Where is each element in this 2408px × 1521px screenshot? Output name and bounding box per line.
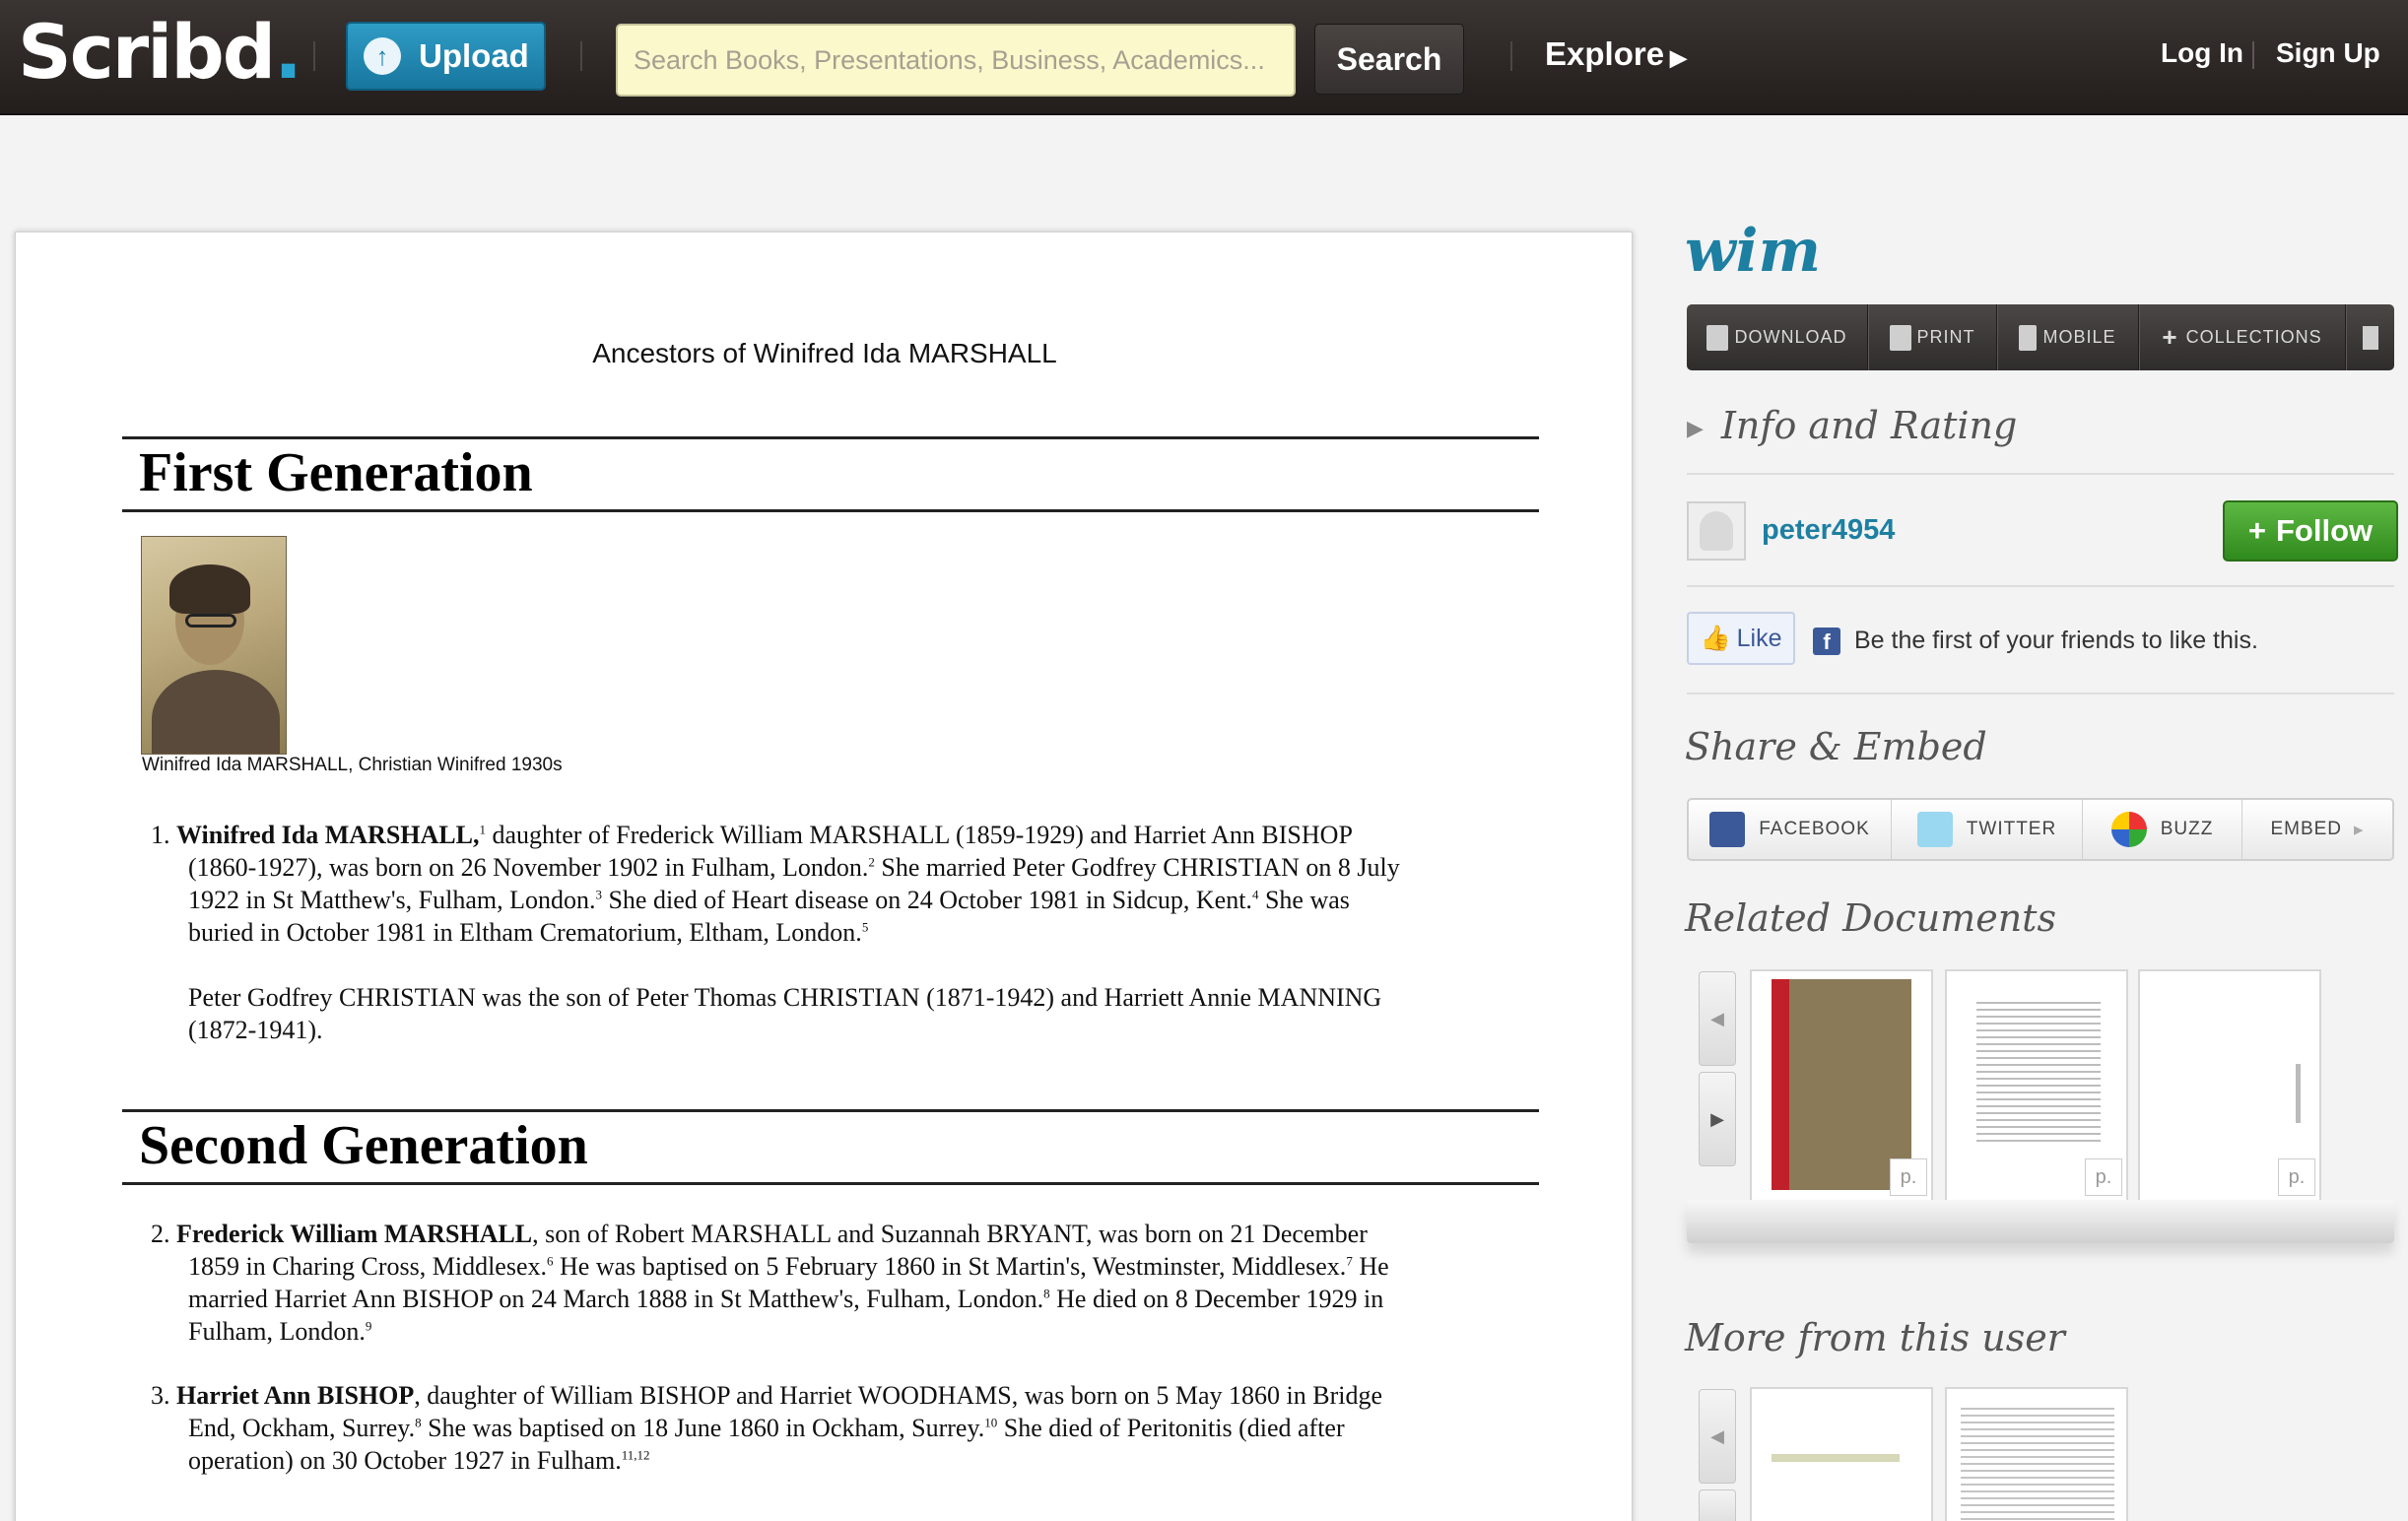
author-avatar[interactable]: [1687, 501, 1746, 561]
ancestor-entry-1: 1. Winifred Ida MARSHALL,$^1$ daughter of Frederick William MARSHALL (1859-1929) and Harriet Ann BISHOP (1860-1927), was born on 26 November 1902 in Fulham, London.$^2$ She married Peter Godfrey CHRISTIAN on 8 July 1922 in St Matthew's, Fulham, London.$^3$ She died of Heart disease on 24 October 1981 in Sidcup, Kent.$^4$ She was buried in October 1981 in Eltham Crematorium, Eltham, London.$^5$: [151, 821, 1400, 947]
heading-rule: [122, 1109, 1539, 1112]
divider: [1687, 585, 2394, 587]
divider: [313, 41, 315, 71]
share-bar: [1687, 798, 2394, 861]
carousel-next-button[interactable]: [1699, 1072, 1736, 1166]
facebook-icon: f: [1813, 628, 1840, 655]
flag-button[interactable]: [2346, 304, 2394, 370]
caret-right-icon: ▶: [1670, 45, 1687, 70]
plus-icon: +: [2247, 513, 2266, 548]
facebook-icon: [1709, 812, 1745, 847]
divider: [2252, 41, 2254, 69]
mobile-icon: [2019, 325, 2037, 351]
embed-button[interactable]: EMBED ▸: [2270, 819, 2365, 840]
document-page: [15, 231, 1633, 1521]
carousel-prev-button[interactable]: [1699, 971, 1736, 1066]
scribd-logo[interactable]: Scribd.: [18, 8, 301, 96]
collections-button[interactable]: + COLLECTIONS: [2139, 304, 2346, 370]
buzz-icon: [2111, 812, 2147, 847]
share-twitter-button[interactable]: TWITTER: [1892, 800, 2083, 859]
printer-icon: [1890, 325, 1911, 351]
share-buzz-button[interactable]: BUZZ: [2083, 800, 2242, 859]
chevron-right-icon: ▸: [2354, 819, 2365, 840]
top-navigation-bar: [0, 0, 2408, 115]
upload-arrow-icon: ↑: [364, 37, 401, 75]
mobile-button[interactable]: MOBILE: [1997, 304, 2139, 370]
document-title: Ancestors of Winifred Ida MARSHALL: [592, 338, 1057, 368]
divider: [1687, 473, 2394, 475]
related-document-thumbnail[interactable]: p.: [2138, 969, 2321, 1202]
thumbs-up-icon: 👍: [1700, 624, 1731, 652]
photo-caption: Winifred Ida MARSHALL, Christian Winifred 1930s: [142, 755, 563, 775]
divider: [580, 41, 582, 71]
download-icon: [1706, 325, 1728, 351]
related-shelf: [1687, 1200, 2394, 1243]
ancestor-entry-3: 3. Harriet Ann BISHOP, daughter of William BISHOP and Harriet WOODHAMS, was born on 5 May 1860 in Bridge End, Ockham, Surrey.$^8$ She was baptised on 18 June 1860 in Ockham, Surrey.$^{10}$ She died of Peritonitis (died after operation) on 30 October 1927 in Fulham.$^{11,12}$: [151, 1381, 1382, 1475]
facebook-like-button[interactable]: 👍 Like: [1687, 612, 1795, 665]
search-button[interactable]: Search: [1314, 24, 1464, 95]
twitter-icon: [1917, 812, 1953, 847]
ancestor-entry-2: 2. Frederick William MARSHALL, son of Robert MARSHALL and Suzannah BRYANT, was born on 21 December 1859 in Charing Cross, Middlesex.$^6$ He was baptised on 5 February 1860 in St Martin's, Westminster, Middlesex.$^7$ He married Harriet Ann BISHOP on 24 March 1888 in St Matthew's, Fulham, London.$^8$ He died on 8 December 1929 in Fulham, London.$^9$: [151, 1220, 1389, 1346]
info-and-rating-toggle[interactable]: ▶ Info and Rating: [1687, 404, 2018, 447]
caret-left-icon: ◀: [1710, 1008, 1724, 1028]
more-carousel-prev-button[interactable]: [1699, 1389, 1736, 1484]
user-document-thumbnail[interactable]: [1945, 1387, 2128, 1521]
author-link[interactable]: peter4954: [1762, 514, 1896, 546]
upload-button[interactable]: [346, 22, 546, 91]
uploader-name[interactable]: wim: [1685, 217, 1821, 286]
login-link[interactable]: Log In: [2161, 37, 2243, 68]
download-button[interactable]: DOWNLOAD: [1687, 304, 1868, 370]
document-toolbar: [1687, 304, 2394, 370]
user-document-thumbnail[interactable]: [1750, 1387, 1933, 1521]
like-social-text: Be the first of your friends to like this.: [1854, 627, 2258, 654]
heading-rule: [122, 1182, 1539, 1185]
divider: [1687, 693, 2394, 694]
print-button[interactable]: PRINT: [1868, 304, 1997, 370]
related-documents-title: Related Documents: [1685, 896, 2056, 940]
divider: [1510, 41, 1512, 71]
heading-rule: [122, 436, 1539, 439]
heading-rule: [122, 509, 1539, 512]
upload-label: Upload: [419, 37, 529, 74]
more-from-user-title: More from this user: [1685, 1316, 2065, 1359]
spouse-paragraph: Peter Godfrey CHRISTIAN was the son of Peter Thomas CHRISTIAN (1871-1942) and Harriett Annie MANNING (1872-1941).: [188, 983, 1382, 1044]
plus-icon: +: [2162, 322, 2178, 352]
signup-link[interactable]: Sign Up: [2276, 37, 2380, 68]
related-document-thumbnail[interactable]: p.: [1945, 969, 2128, 1202]
more-carousel-next-button[interactable]: [1699, 1489, 1736, 1521]
portrait-photo: [141, 536, 287, 755]
caret-left-icon: ◀: [1710, 1425, 1724, 1446]
triangle-right-icon: ▶: [1687, 417, 1704, 441]
second-generation-heading: Second Generation: [139, 1115, 588, 1176]
follow-button[interactable]: + Follow: [2223, 500, 2398, 562]
caret-right-icon: ▶: [1710, 1108, 1724, 1129]
explore-menu[interactable]: Explore ▶: [1545, 35, 1687, 72]
flag-icon: [2363, 326, 2378, 350]
first-generation-heading: First Generation: [139, 442, 533, 503]
share-facebook-button[interactable]: FACEBOOK: [1689, 800, 1892, 859]
share-embed-title: Share & Embed: [1685, 725, 1987, 768]
related-document-thumbnail[interactable]: p.: [1750, 969, 1933, 1202]
search-input[interactable]: [616, 24, 1296, 97]
